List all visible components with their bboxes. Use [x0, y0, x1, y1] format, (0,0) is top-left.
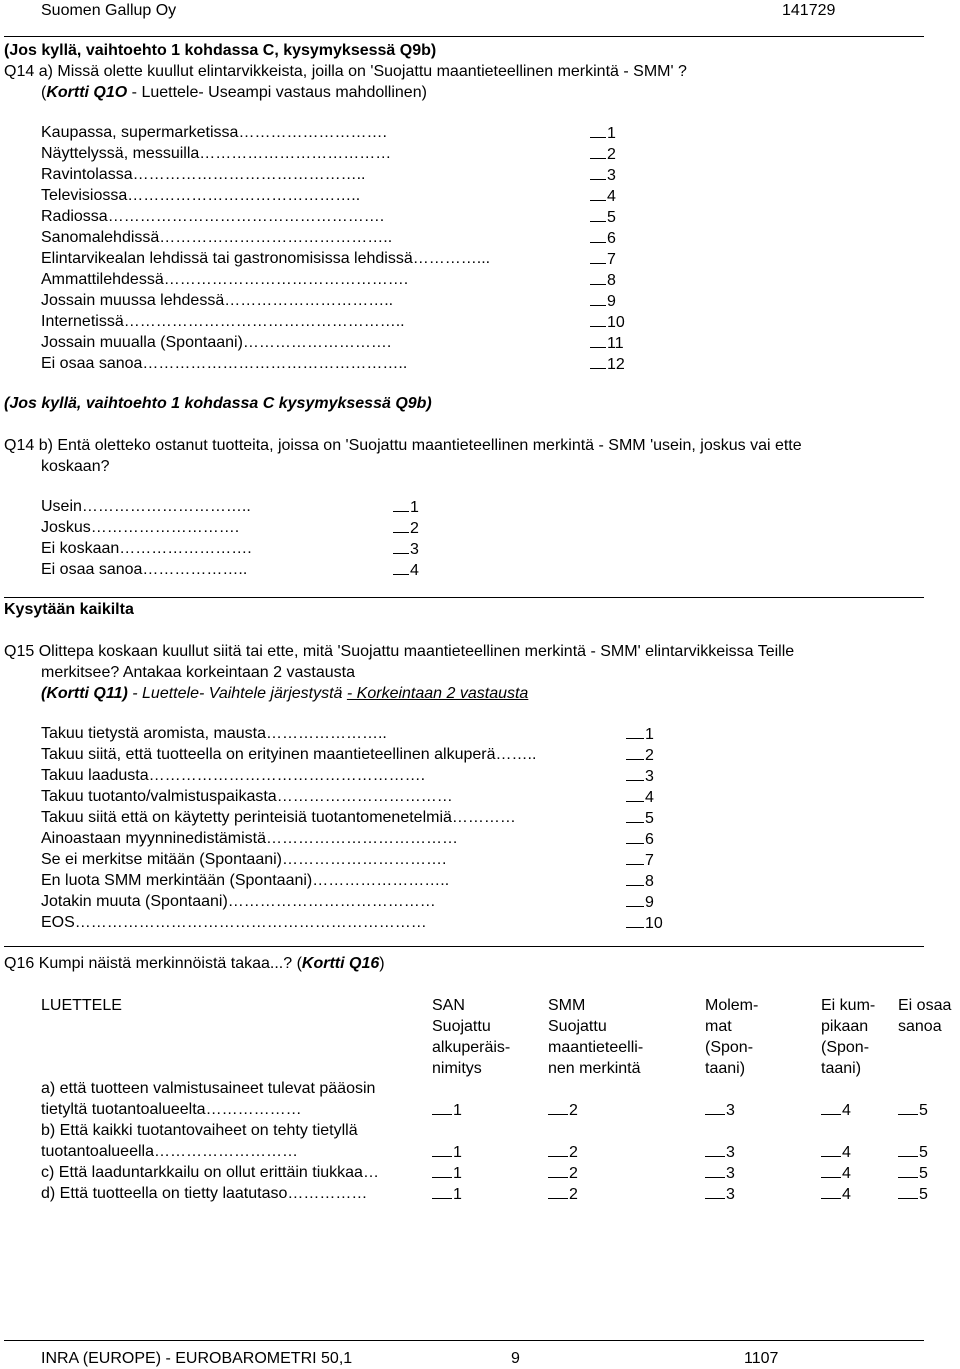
option-code: [626, 725, 654, 744]
answer-blank: [590, 208, 606, 222]
leader-dots: ………………: [205, 1101, 302, 1118]
q14b-condition: (Jos kyllä, vaihtoehto 1 kohdassa C kysymyksessä Q9b): [4, 395, 432, 412]
option-item: [41, 208, 384, 226]
q14b-question-line1: Q14 b) Entä oletteko ostanut tuotteita, joissa on 'Suojattu maantieteellinen merkintä - SMM 'usein, joskus vai ette: [4, 437, 802, 454]
answer-blank: [626, 914, 644, 928]
option-label: Televisiossa: [41, 187, 128, 204]
q16-row-text: c) Että laaduntarkkailu on ollut erittäin tiukkaa: [41, 1164, 363, 1181]
q16-code-number: 1: [453, 1186, 462, 1203]
option-code: [590, 208, 616, 227]
leader-dots: …………...: [412, 250, 491, 267]
q15-card-rest: - Luettele- Vaihtele järjestystä: [127, 685, 347, 702]
q15-card-instruction: [41, 685, 528, 703]
leader-dots: ……………………….: [242, 334, 392, 351]
option-code: [626, 809, 654, 828]
option-label: Joskus: [41, 519, 91, 536]
leader-dots: ……………………….: [238, 124, 387, 141]
option-code: [626, 767, 654, 786]
leader-dots: …………………………………………….: [107, 208, 385, 225]
option-item: [41, 229, 392, 247]
option-item: [41, 830, 458, 848]
option-label: EOS: [41, 914, 75, 931]
answer-blank: [898, 1164, 918, 1178]
answer-blank: [626, 893, 644, 907]
leader-dots: ………………………………: [199, 145, 392, 162]
answer-blank: [590, 313, 606, 327]
option-code-number: 4: [410, 562, 419, 579]
leader-dots: ……………………………………..: [127, 187, 361, 204]
option-code: [590, 334, 624, 353]
answer-blank: [626, 725, 644, 739]
option-item: [41, 809, 516, 827]
option-item: [41, 893, 436, 911]
q16-answer-code: [821, 1143, 851, 1162]
option-label: Takuu siitä että on käytetty perinteisiä tuotantomenetelmiä: [41, 809, 452, 826]
answer-blank: [626, 788, 644, 802]
option-code: [590, 313, 625, 332]
q16-column-header: Ei osaa: [898, 997, 952, 1014]
answer-blank: [590, 124, 606, 138]
option-label: Ravintolassa: [41, 166, 133, 183]
q16-answer-code: [548, 1164, 578, 1183]
q16-column-header: sanoa: [898, 1018, 942, 1035]
q16-question: [4, 955, 385, 973]
leader-dots: ……………………………………….: [163, 271, 409, 288]
q16-column-header: taani): [821, 1060, 862, 1077]
answer-blank: [626, 851, 644, 865]
option-item: [41, 124, 387, 142]
option-code-number: 3: [410, 541, 419, 558]
q16-code-number: 5: [919, 1186, 928, 1203]
answer-blank: [626, 746, 644, 760]
option-label: Ainoastaan myynninedistämistä: [41, 830, 267, 847]
option-label: Jossain muussa lehdessä: [41, 292, 225, 309]
option-code: [626, 893, 654, 912]
option-code: [626, 830, 654, 849]
q16-answer-code: [548, 1185, 578, 1204]
q16-answer-code: [705, 1101, 735, 1120]
leader-dots: ………………………………: [266, 830, 459, 847]
q16-code-number: 1: [453, 1165, 462, 1182]
option-code: [590, 229, 616, 248]
q16-code-number: 5: [919, 1144, 928, 1161]
answer-blank: [393, 519, 409, 533]
leader-dots: ……………………………: [276, 788, 453, 805]
option-code: [590, 145, 616, 164]
option-code: [393, 519, 419, 538]
q16-column-header: alkuperäis-: [432, 1039, 511, 1056]
answer-blank: [705, 1143, 725, 1157]
option-label: Ei osaa sanoa: [41, 355, 143, 372]
option-code-number: 4: [645, 789, 654, 806]
option-item: [41, 725, 387, 743]
option-code: [626, 788, 654, 807]
option-code-number: 8: [645, 873, 654, 890]
company-name: Suomen Gallup Oy: [41, 2, 177, 19]
answer-blank: [705, 1164, 725, 1178]
q16-column-header: Suojattu: [432, 1018, 491, 1035]
option-label: Takuu tietystä aromista, mausta: [41, 725, 266, 742]
leader-dots: …………………………..: [224, 292, 394, 309]
option-code: [590, 124, 616, 143]
q16-row-label: [41, 1143, 298, 1161]
q16-answer-code: [705, 1185, 735, 1204]
answer-blank: [548, 1143, 568, 1157]
option-item: [41, 746, 536, 764]
q16-column-header: Suojattu: [548, 1018, 607, 1035]
option-code-number: 10: [645, 915, 663, 932]
option-code-number: 10: [607, 314, 625, 331]
leader-dots: ……………: [287, 1185, 368, 1202]
q16-answer-code: [432, 1185, 462, 1204]
answer-blank: [626, 830, 644, 844]
leader-dots: …………………………………………………………: [74, 914, 427, 931]
option-item: [41, 313, 405, 331]
q16-column-header: nen merkintä: [548, 1060, 641, 1077]
answer-blank: [626, 809, 644, 823]
q14a-card-rest: - Luettele- Useampi vastaus mahdollinen: [127, 84, 422, 101]
answer-blank: [432, 1143, 452, 1157]
q16-code-number: 4: [842, 1144, 851, 1161]
option-item: [41, 767, 425, 785]
option-code-number: 1: [645, 726, 654, 743]
footer-survey: INRA (EUROPE) - EUROBAROMETRI 50,1: [41, 1350, 353, 1367]
option-code: [590, 292, 616, 311]
answer-blank: [898, 1101, 918, 1115]
q14a-card-open: (: [41, 84, 47, 101]
q16-answer-code: [432, 1101, 462, 1120]
option-code: [626, 851, 654, 870]
option-item: [41, 292, 393, 310]
option-code: [590, 250, 616, 269]
option-code-number: 3: [645, 768, 654, 785]
option-label: En luota SMM merkintään (Spontaani): [41, 872, 313, 889]
q16-answer-code: [821, 1101, 851, 1120]
q15-question-line2: merkitsee? Antakaa korkeintaan 2 vastausta: [41, 664, 355, 681]
q16-row-text: d) Että tuotteella on tietty laatutaso: [41, 1185, 288, 1202]
answer-blank: [590, 187, 606, 201]
option-code-number: 7: [607, 251, 616, 268]
q16-card-close: ): [379, 955, 385, 972]
option-label: Jossain muualla (Spontaani): [41, 334, 243, 351]
option-label: Näyttelyssä, messuilla: [41, 145, 200, 162]
option-code-number: 7: [645, 852, 654, 869]
answer-blank: [432, 1101, 452, 1115]
q16-code-number: 5: [919, 1102, 928, 1119]
q16-row-text: tietyltä tuotantoalueelta: [41, 1101, 206, 1118]
footer-doc-number: 1107: [744, 1350, 779, 1367]
option-item: [41, 355, 407, 373]
q16-column-header: taani): [705, 1060, 746, 1077]
q16-code-number: 2: [569, 1102, 578, 1119]
q16-list-label: LUETTELE: [41, 997, 122, 1014]
option-code-number: 8: [607, 272, 616, 289]
q16-column-header: maantieteelli-: [548, 1039, 644, 1056]
q16-answer-code: [898, 1164, 928, 1183]
option-code-number: 12: [607, 356, 625, 373]
q16-column-header: Ei kum-: [821, 997, 876, 1014]
leader-dots: …………………………………………….: [148, 767, 426, 784]
answer-blank: [821, 1101, 841, 1115]
option-item: [41, 271, 408, 289]
option-item: [41, 540, 252, 558]
answer-blank: [590, 355, 606, 369]
q16-column-header: pikaan: [821, 1018, 869, 1035]
q15-card-limit: - Korkeintaan 2 vastausta: [346, 685, 529, 702]
q16-code-number: 4: [842, 1102, 851, 1119]
q16-column-header: nimitys: [432, 1060, 482, 1077]
leader-dots: ……..: [495, 746, 537, 763]
header-rule: [4, 36, 924, 37]
answer-blank: [548, 1164, 568, 1178]
option-label: Sanomalehdissä: [41, 229, 160, 246]
q16-column-header: (Spon-: [821, 1039, 870, 1056]
option-code: [393, 540, 419, 559]
option-code: [393, 498, 419, 517]
answer-blank: [590, 166, 606, 180]
option-code-number: 9: [645, 894, 654, 911]
answer-blank: [821, 1185, 841, 1199]
answer-blank: [548, 1101, 568, 1115]
answer-blank: [590, 250, 606, 264]
option-label: Kaupassa, supermarketissa: [41, 124, 239, 141]
q16-answer-code: [548, 1101, 578, 1120]
q15-card-label: (Kortti Q11): [41, 685, 128, 702]
option-code-number: 2: [410, 520, 419, 537]
q16-code-number: 3: [726, 1165, 735, 1182]
option-code: [626, 872, 654, 891]
answer-blank: [432, 1164, 452, 1178]
option-item: [41, 250, 490, 268]
option-label: Ei koskaan: [41, 540, 120, 557]
leader-dots: …: [362, 1164, 379, 1181]
option-code-number: 3: [607, 167, 616, 184]
option-code-number: 6: [645, 831, 654, 848]
leader-dots: ……………………………………..: [159, 229, 393, 246]
leader-dots: ………………………: [153, 1143, 298, 1160]
option-code: [590, 271, 616, 290]
option-item: [41, 519, 239, 537]
option-label: Se ei merkitse mitään (Spontaani): [41, 851, 282, 868]
q15-question-line1: Q15 Olittepa koskaan kuullut siitä tai ette, mitä 'Suojattu maantieteellinen merkintä - SMM' elintarvikkeissa Teille: [4, 643, 795, 660]
option-code-number: 2: [607, 146, 616, 163]
option-code-number: 6: [607, 230, 616, 247]
answer-blank: [393, 561, 409, 575]
answer-blank: [626, 767, 644, 781]
option-code-number: 5: [607, 209, 616, 226]
option-item: [41, 872, 449, 890]
q14b-question-line2: koskaan?: [41, 458, 110, 475]
answer-blank: [590, 292, 606, 306]
q16-code-number: 4: [842, 1165, 851, 1182]
option-item: [41, 561, 247, 579]
option-code: [590, 355, 625, 374]
q16-code-number: 3: [726, 1186, 735, 1203]
q16-answer-code: [821, 1164, 851, 1183]
section-rule: [4, 597, 924, 598]
option-code-number: 1: [410, 499, 419, 516]
footer-rule: [4, 1340, 924, 1341]
q16-row-label: [41, 1185, 367, 1203]
q16-card-label: Kortti Q16: [301, 955, 380, 972]
leader-dots: ……………………..: [312, 872, 450, 889]
q16-code-number: 2: [569, 1186, 578, 1203]
option-label: Jotakin muuta (Spontaani): [41, 893, 228, 910]
answer-blank: [898, 1185, 918, 1199]
q16-answer-code: [898, 1185, 928, 1204]
q16-answer-code: [821, 1185, 851, 1204]
q16-card-open: (: [296, 955, 302, 972]
footer-page-number: 9: [511, 1350, 520, 1367]
section-rule: [4, 946, 924, 947]
q16-code-number: 2: [569, 1165, 578, 1182]
answer-blank: [393, 540, 409, 554]
option-item: [41, 851, 446, 869]
q16-answer-code: [432, 1164, 462, 1183]
leader-dots: …………………………………: [227, 893, 436, 910]
option-code-number: 11: [607, 335, 624, 352]
option-item: [41, 334, 391, 352]
q16-row-label: [41, 1164, 379, 1182]
q16-answer-code: [705, 1143, 735, 1162]
leader-dots: …………………………………………..: [142, 355, 408, 372]
leader-dots: …………………………..: [81, 498, 251, 515]
option-code-number: 5: [645, 810, 654, 827]
q16-row-label: [41, 1101, 302, 1119]
answer-blank: [705, 1101, 725, 1115]
answer-blank: [821, 1164, 841, 1178]
option-label: Elintarvikealan lehdissä tai gastronomisissa lehdissä: [41, 250, 413, 267]
leader-dots: ……………………….: [90, 519, 240, 536]
option-item: [41, 187, 360, 205]
q16-column-header: Molem-: [705, 997, 759, 1014]
leader-dots: ……………………………………………..: [123, 313, 405, 330]
answer-blank: [590, 145, 606, 159]
option-code: [393, 561, 419, 580]
option-item: [41, 166, 366, 184]
option-label: Takuu laadusta: [41, 767, 149, 784]
q16-row-text: tuotantoalueella: [41, 1143, 154, 1160]
q16-code-number: 4: [842, 1186, 851, 1203]
q14a-card-close: ): [421, 84, 427, 101]
answer-blank: [898, 1143, 918, 1157]
option-code-number: 2: [645, 747, 654, 764]
q16-code-number: 3: [726, 1144, 735, 1161]
answer-blank: [626, 872, 644, 886]
q16-row-label: b) Että kaikki tuotantovaiheet on tehty tietyllä: [41, 1122, 358, 1139]
option-code-number: 1: [607, 125, 616, 142]
answer-blank: [821, 1143, 841, 1157]
questionnaire-code: 141729: [782, 2, 836, 19]
option-label: Ammattilehdessä: [41, 271, 164, 288]
q16-answer-code: [898, 1143, 928, 1162]
answer-blank: [432, 1185, 452, 1199]
option-code: [590, 166, 616, 185]
option-label: Takuu siitä, että tuotteella on erityinen maantieteellinen alkuperä: [41, 746, 496, 763]
leader-dots: …………: [451, 809, 516, 826]
q16-column-header: SAN: [432, 997, 465, 1014]
option-code: [590, 187, 616, 206]
option-label: Radiossa: [41, 208, 108, 225]
q16-column-header: SMM: [548, 997, 586, 1014]
q16-answer-code: [548, 1143, 578, 1162]
answer-blank: [393, 498, 409, 512]
q14a-card-label: Kortti Q1O: [46, 84, 128, 101]
option-item: [41, 498, 251, 516]
q16-row-label: a) että tuotteen valmistusaineet tulevat pääosin: [41, 1080, 376, 1097]
q16-code-number: 3: [726, 1102, 735, 1119]
option-code-number: 4: [607, 188, 616, 205]
leader-dots: …………………..: [265, 725, 387, 742]
q14a-question: Q14 a) Missä olette kuullut elintarvikkeista, joilla on 'Suojattu maantieteellinen merkintä - SMM' ?: [4, 63, 687, 80]
q16-column-header: mat: [705, 1018, 732, 1035]
q16-question-text: Q16 Kumpi näistä merkinnöistä takaa...?: [4, 955, 297, 972]
q16-code-number: 5: [919, 1165, 928, 1182]
q16-answer-code: [432, 1143, 462, 1162]
option-code-number: 9: [607, 293, 616, 310]
leader-dots: ……………………………………..: [132, 166, 366, 183]
option-label: Usein: [41, 498, 82, 515]
leader-dots: ………………..: [142, 561, 248, 578]
q14a-condition: (Jos kyllä, vaihtoehto 1 kohdassa C, kysymyksessä Q9b): [4, 42, 437, 59]
q16-code-number: 1: [453, 1102, 462, 1119]
q14a-card-instruction: [41, 84, 427, 102]
answer-blank: [590, 229, 606, 243]
leader-dots: ………………………….: [282, 851, 447, 868]
answer-blank: [590, 271, 606, 285]
option-item: [41, 145, 391, 163]
answer-blank: [705, 1185, 725, 1199]
q16-answer-code: [705, 1164, 735, 1183]
option-label: Internetissä: [41, 313, 124, 330]
option-label: Ei osaa sanoa: [41, 561, 143, 578]
option-code: [626, 914, 663, 933]
option-item: [41, 788, 453, 806]
option-item: [41, 914, 427, 932]
answer-blank: [590, 334, 606, 348]
q16-column-header: (Spon-: [705, 1039, 754, 1056]
q16-answer-code: [898, 1101, 928, 1120]
leader-dots: …………………….: [119, 540, 252, 557]
q15-condition: Kysytään kaikilta: [4, 601, 134, 618]
option-code: [626, 746, 654, 765]
q16-code-number: 2: [569, 1144, 578, 1161]
answer-blank: [548, 1185, 568, 1199]
option-label: Takuu tuotanto/valmistuspaikasta: [41, 788, 277, 805]
q16-code-number: 1: [453, 1144, 462, 1161]
